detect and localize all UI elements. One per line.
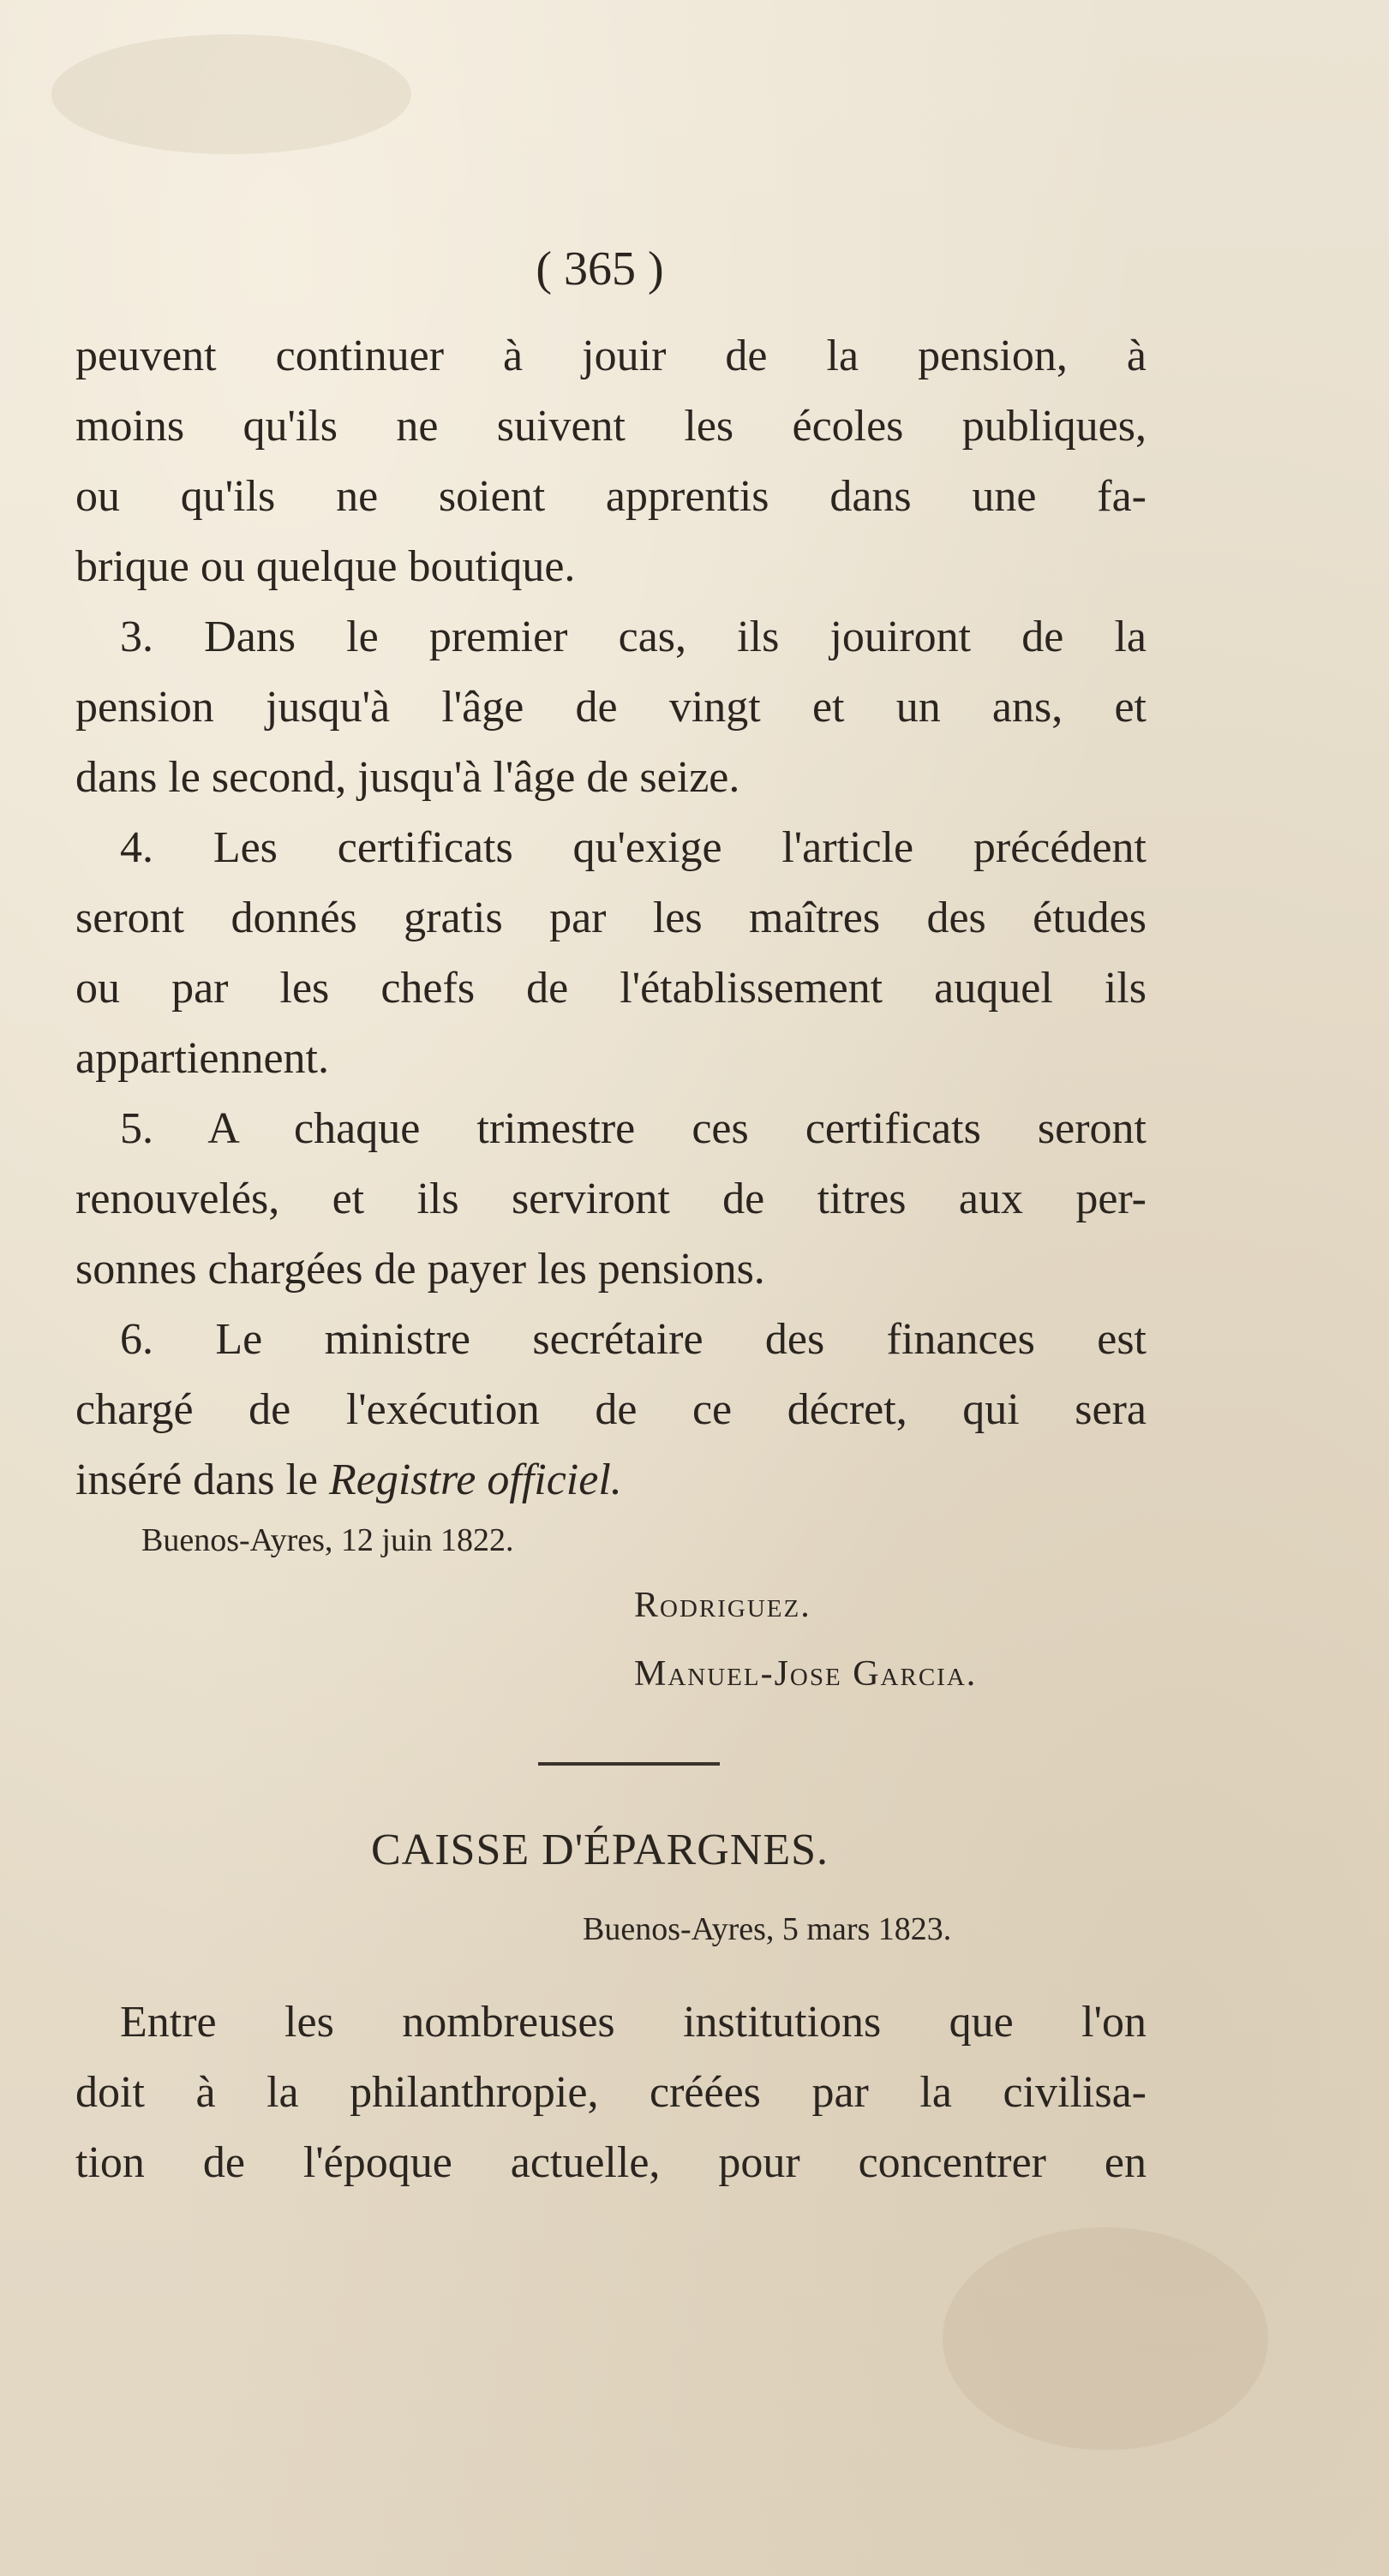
paper-stain <box>51 34 411 154</box>
section-line: doit à la philanthropie, créées par la civilisa- <box>75 2068 1147 2117</box>
body-line: ou par les chefs de l'établissement auquel ils <box>75 964 1147 1013</box>
body-line: renouvelés, et ils serviront de titres aux per- <box>75 1174 1147 1223</box>
body-line <box>75 1454 1147 1507</box>
body-line: ou qu'ils ne soient apprentis dans une fa- <box>75 472 1147 521</box>
body-line: brique ou quelque boutique. <box>75 542 576 591</box>
section-divider <box>538 1762 720 1766</box>
body-line: pension jusqu'à l'âge de vingt et un ans, et <box>75 683 1147 732</box>
signatory-rodriguez: Rodriguez. <box>634 1586 811 1625</box>
body-line: appartiennent. <box>75 1034 329 1083</box>
section-line: tion de l'époque actuelle, pour concentrer en <box>75 2138 1147 2187</box>
body-line: 6. Le ministre secrétaire des finances est <box>120 1315 1147 1364</box>
section-heading: CAISSE D'ÉPARGNES. <box>370 1826 829 1874</box>
section-line: Entre les nombreuses institutions que l'on <box>120 1998 1147 2047</box>
body-line: chargé de l'exécution de ce décret, qui sera <box>75 1385 1147 1434</box>
section-dateline: Buenos-Ayres, 5 mars 1823. <box>583 1911 952 1947</box>
body-line: 5. A chaque trimestre ces certificats seront <box>120 1104 1147 1153</box>
paper-stain <box>943 2227 1268 2450</box>
body-line: seront donnés gratis par les maîtres des études <box>75 894 1147 942</box>
signatory-garcia: Manuel-Jose Garcia. <box>634 1654 978 1694</box>
body-line: dans le second, jusqu'à l'âge de seize. <box>75 753 740 802</box>
place-date: Buenos-Ayres, 12 juin 1822. <box>141 1522 514 1558</box>
registre-officiel-title: Registre officiel. <box>329 1455 622 1504</box>
body-line: peuvent continuer à jouir de la pension, à <box>75 332 1147 380</box>
body-line: 4. Les certificats qu'exige l'article précédent <box>120 823 1147 872</box>
body-line: sonnes chargées de payer les pensions. <box>75 1245 765 1294</box>
body-line: moins qu'ils ne suivent les écoles publiques, <box>75 402 1147 451</box>
body-line: 3. Dans le premier cas, ils jouiront de la <box>120 613 1147 661</box>
page-number: ( 365 ) <box>536 242 664 296</box>
body-line-text: inséré dans le <box>75 1455 330 1504</box>
